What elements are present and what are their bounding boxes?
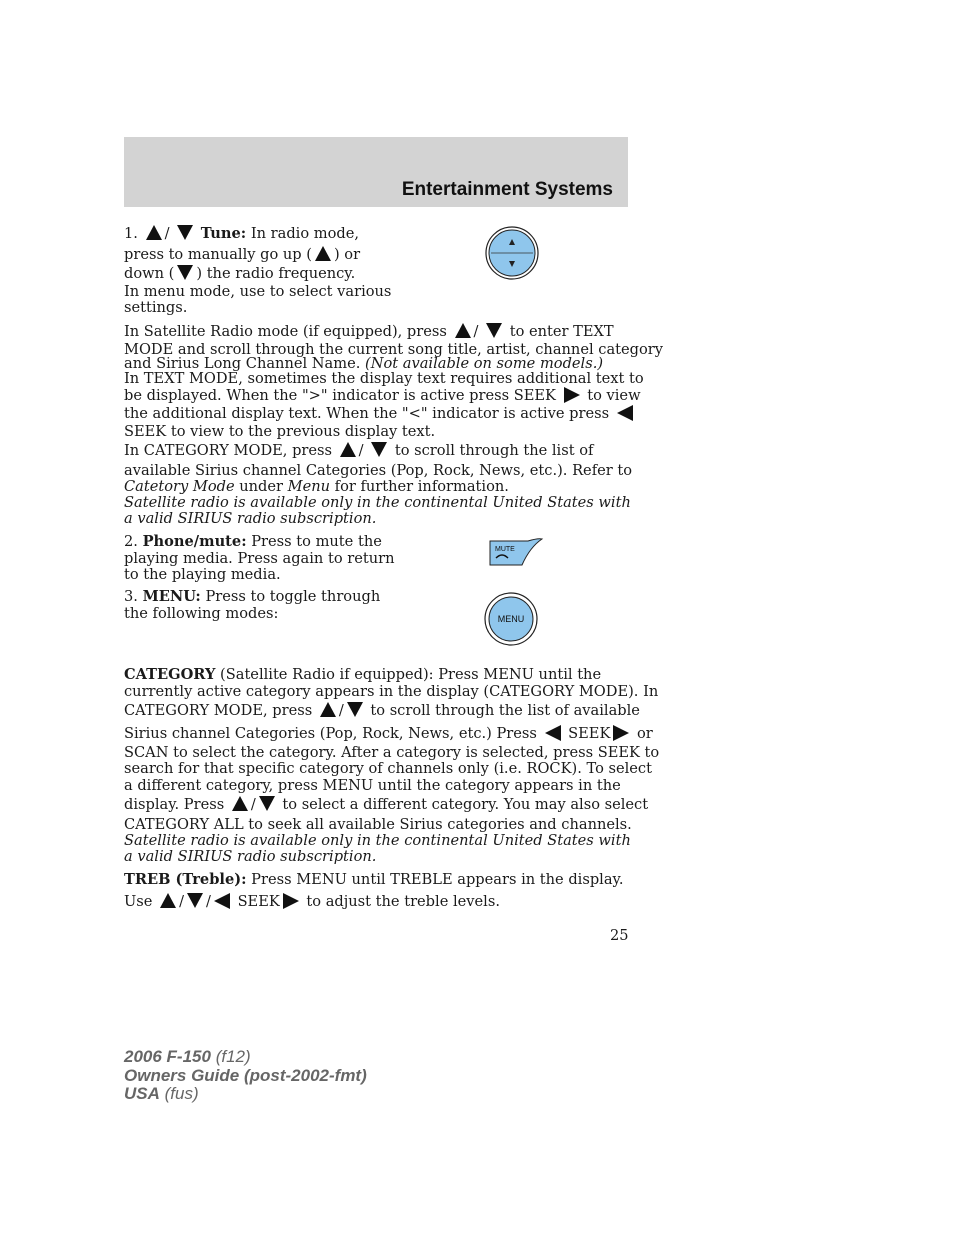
category-line-3: CATEGORY MODE, press / to scroll through the list of available [124,702,640,719]
mute-line-2: playing media. Press again to return [124,550,395,567]
up-arrow-icon [315,246,331,261]
menu-line-1: 3. MENU: Press to toggle through [124,588,381,605]
down-arrow-icon [177,225,193,240]
section-header [124,137,628,207]
sat-line-4: In TEXT MODE, sometimes the display text requires additional text to [124,370,644,387]
category-line-9: CATEGORY ALL to seek all available Sirius categories and channels. [124,816,632,833]
menu-title: MENU: [142,588,201,605]
mute-line-3: to the playing media. [124,566,281,583]
down-arrow-icon [259,796,275,811]
sat-line-6: the additional display text. When the "<" indicator is active press [124,405,636,422]
seek-left-icon [617,405,633,421]
down-arrow-icon [177,265,193,280]
up-arrow-icon [320,702,336,717]
menu-button-icon [484,592,540,648]
treb-line-2: Use / / SEEK to adjust the treble levels. [124,893,500,910]
section-title: Entertainment Systems [401,179,613,200]
up-arrow-icon [146,225,162,240]
mute-button-icon [488,537,544,569]
category-line-2: currently active category appears in the display (CATEGORY MODE). In [124,683,659,700]
category-line-1: CATEGORY (Satellite Radio if equipped): Press MENU until the [124,666,602,683]
mute-title: Phone/mute: [142,533,247,550]
tune-title: Tune: [200,225,247,242]
footer-line-1: 2006 F-150 (f12) [124,1047,251,1066]
mute-button-label: MUTE [495,546,515,553]
treb-title: TREB (Treble): [124,871,247,888]
page-number: 25 [610,927,629,944]
sat-line-3: and Sirius Long Channel Name. (Not available on some models.) [124,355,604,372]
sat-note-line-1: Satellite radio is available only in the continental United States with [124,494,631,511]
tune-line-3: down ( ) the radio frequency. [124,265,356,282]
sat-line-5: be displayed. When the ">" indicator is active press SEEK to view [124,387,641,404]
up-arrow-icon [455,323,471,338]
category-title: CATEGORY [124,666,216,683]
category-line-6: search for that specific category of channels only (i.e. ROCK). To select [124,760,652,777]
sat-line-8: In CATEGORY MODE, press / to scroll through the list of [124,442,594,459]
tune-line-2: press to manually go up ( ) or [124,246,361,263]
menu-button-label: MENU [497,614,525,624]
sat-line-9: available Sirius channel Categories (Pop, Rock, News, etc.). Refer to [124,462,632,479]
seek-left-icon [214,893,230,909]
category-note-line-2: a valid SIRIUS radio subscription. [124,848,377,865]
sat-line-1: In Satellite Radio mode (if equipped), press / to enter TEXT [124,323,614,340]
down-arrow-icon [371,442,387,457]
up-arrow-icon [232,796,248,811]
tune-line-5: settings. [124,299,188,316]
up-arrow-icon [160,893,176,908]
down-arrow-icon [486,323,502,338]
category-note-line-1: Satellite radio is available only in the continental United States with [124,832,631,849]
tune-line-1: 1. / Tune: In radio mode, [124,225,359,242]
category-line-7: a different category, press MENU until the category appears in the [124,777,621,794]
down-arrow-icon [187,893,203,908]
footer-line-3: USA (fus) [124,1084,199,1103]
mute-line-1: 2. Phone/mute: Press to mute the [124,533,382,550]
seek-right-icon [283,893,299,909]
tune-button-icon [485,226,541,282]
category-line-4: Sirius channel Categories (Pop, Rock, News, etc.) Press SEEK or [124,725,653,742]
tune-line-4: In menu mode, use to select various [124,283,392,300]
treb-line-1: TREB (Treble): Press MENU until TREBLE appears in the display. [124,871,624,888]
sat-line-2: MODE and scroll through the current song title, artist, channel category [124,341,663,358]
menu-line-2: the following modes: [124,605,279,622]
seek-left-icon [545,725,561,741]
seek-right-icon [564,387,580,403]
footer-line-2: Owners Guide (post-2002-fmt) [124,1066,367,1085]
category-line-8: display. Press / to select a different category. You may also select [124,796,649,813]
sat-line-10: Catetory Mode under Menu for further information. [124,478,509,495]
sat-note-line-2: a valid SIRIUS radio subscription. [124,510,377,527]
sat-line-7: SEEK to view to the previous display text. [124,423,436,440]
category-line-5: SCAN to select the category. After a category is selected, press SEEK to [124,744,660,761]
seek-right-icon [613,725,629,741]
down-arrow-icon [347,702,363,717]
up-arrow-icon [340,442,356,457]
